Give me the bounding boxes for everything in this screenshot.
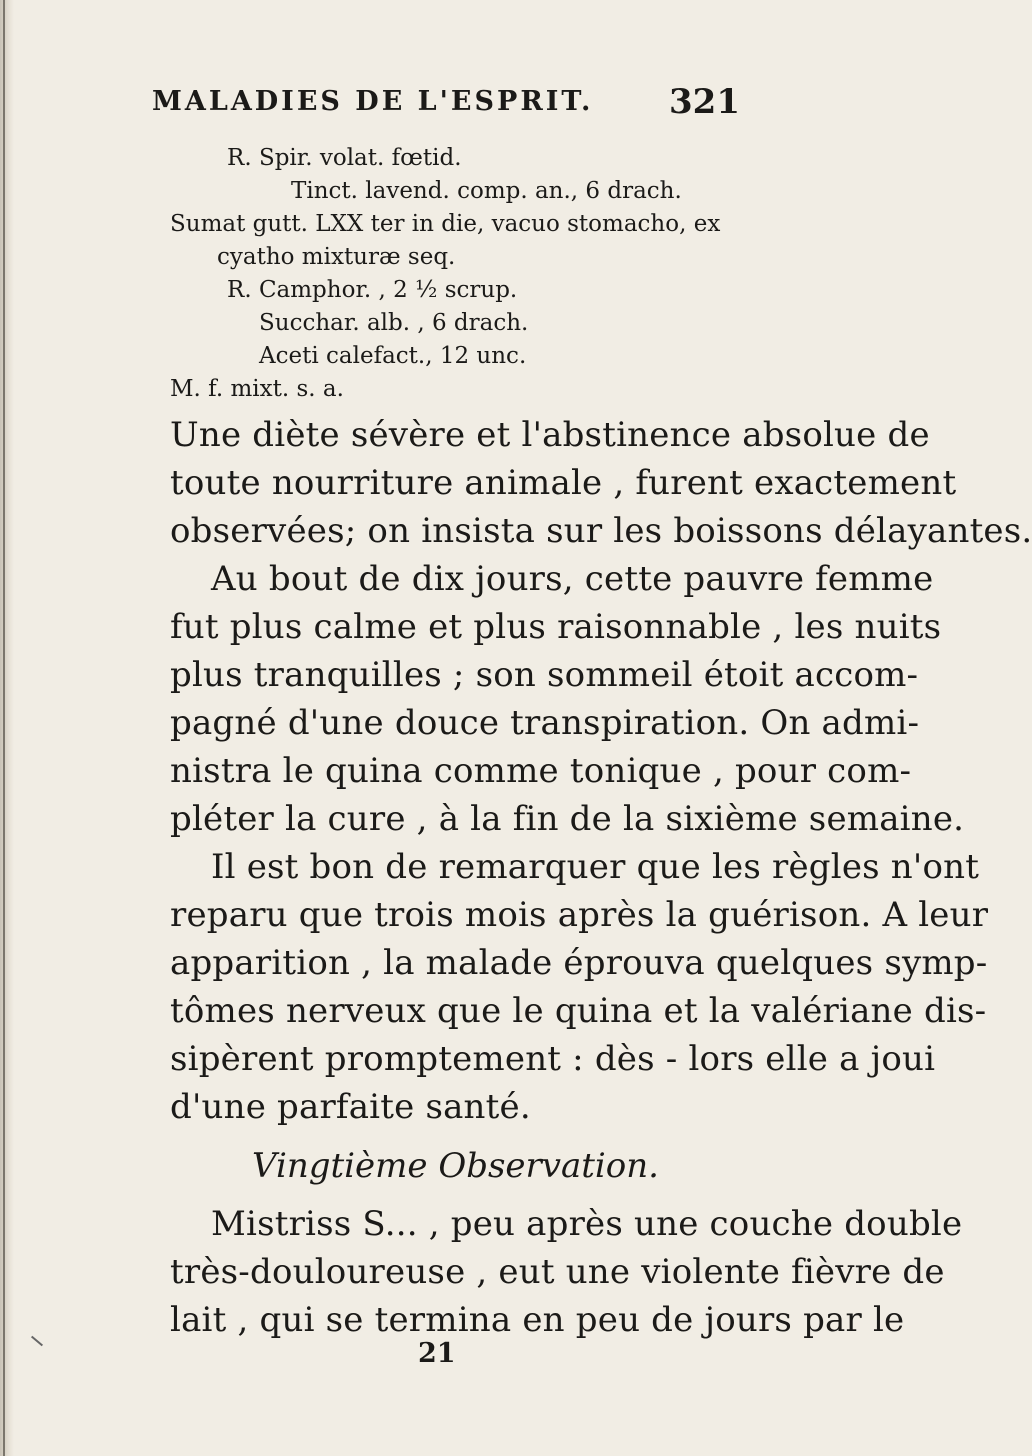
text-line: Il est bon de remarquer que les règles n'ont: [211, 847, 980, 887]
text-line: tômes nerveux que le quina et la valériane dis-: [170, 991, 987, 1031]
text-line: Une diète sévère et l'abstinence absolue de: [170, 415, 930, 455]
text-line: nistra le quina comme tonique , pour com-: [170, 751, 912, 791]
text-line: lait , qui se termina en peu de jours par le: [170, 1300, 905, 1340]
text-line: sipèrent promptement : dès - lors elle a joui: [170, 1039, 936, 1079]
text-line: fut plus calme et plus raisonnable , les nuits: [170, 607, 942, 647]
prescription-line: R. Camphor. , 2 ½ scrup.: [227, 277, 518, 303]
page-header: [140, 82, 740, 126]
text-line: plus tranquilles ; son sommeil étoit accom-: [170, 655, 919, 695]
prescription-line: Succhar. alb. , 6 drach.: [259, 310, 529, 336]
text-line: pléter la cure , à la fin de la sixième semaine.: [170, 799, 965, 839]
prescription-line: Sumat gutt. LXX ter in die, vacuo stomacho, ex: [170, 211, 721, 237]
text-line: toute nourriture animale , furent exactement: [170, 463, 957, 503]
prescription-line: R. Spir. volat. fœtid.: [227, 145, 462, 171]
section-title: Vingtième Observation.: [252, 1146, 659, 1186]
prescription-line: cyatho mixturæ seq.: [217, 244, 456, 270]
signature-mark: 21: [418, 1338, 456, 1369]
page-number: 321: [669, 82, 740, 122]
text-line: pagné d'une douce transpiration. On admi-: [170, 703, 920, 743]
text-line: apparition , la malade éprouva quelques symp-: [170, 943, 988, 983]
text-line: Au bout de dix jours, cette pauvre femme: [211, 559, 934, 599]
page-binding-line: [3, 0, 5, 1456]
text-line: Mistriss S... , peu après une couche double: [211, 1204, 963, 1244]
prescription-line: Aceti calefact., 12 unc.: [259, 343, 527, 369]
text-line: très-douloureuse , eut une violente fièvre de: [170, 1252, 945, 1292]
prescription-line: Tinct. lavend. comp. an., 6 drach.: [291, 178, 682, 204]
margin-mark: [31, 1336, 43, 1347]
text-line: reparu que trois mois après la guérison. A leur: [170, 895, 989, 935]
text-line: observées; on insista sur les boissons délayantes.: [170, 511, 1032, 551]
prescription-line: M. f. mixt. s. a.: [170, 376, 344, 402]
running-head: MALADIES DE L'ESPRIT.: [152, 86, 594, 117]
text-line: d'une parfaite santé.: [170, 1087, 531, 1127]
